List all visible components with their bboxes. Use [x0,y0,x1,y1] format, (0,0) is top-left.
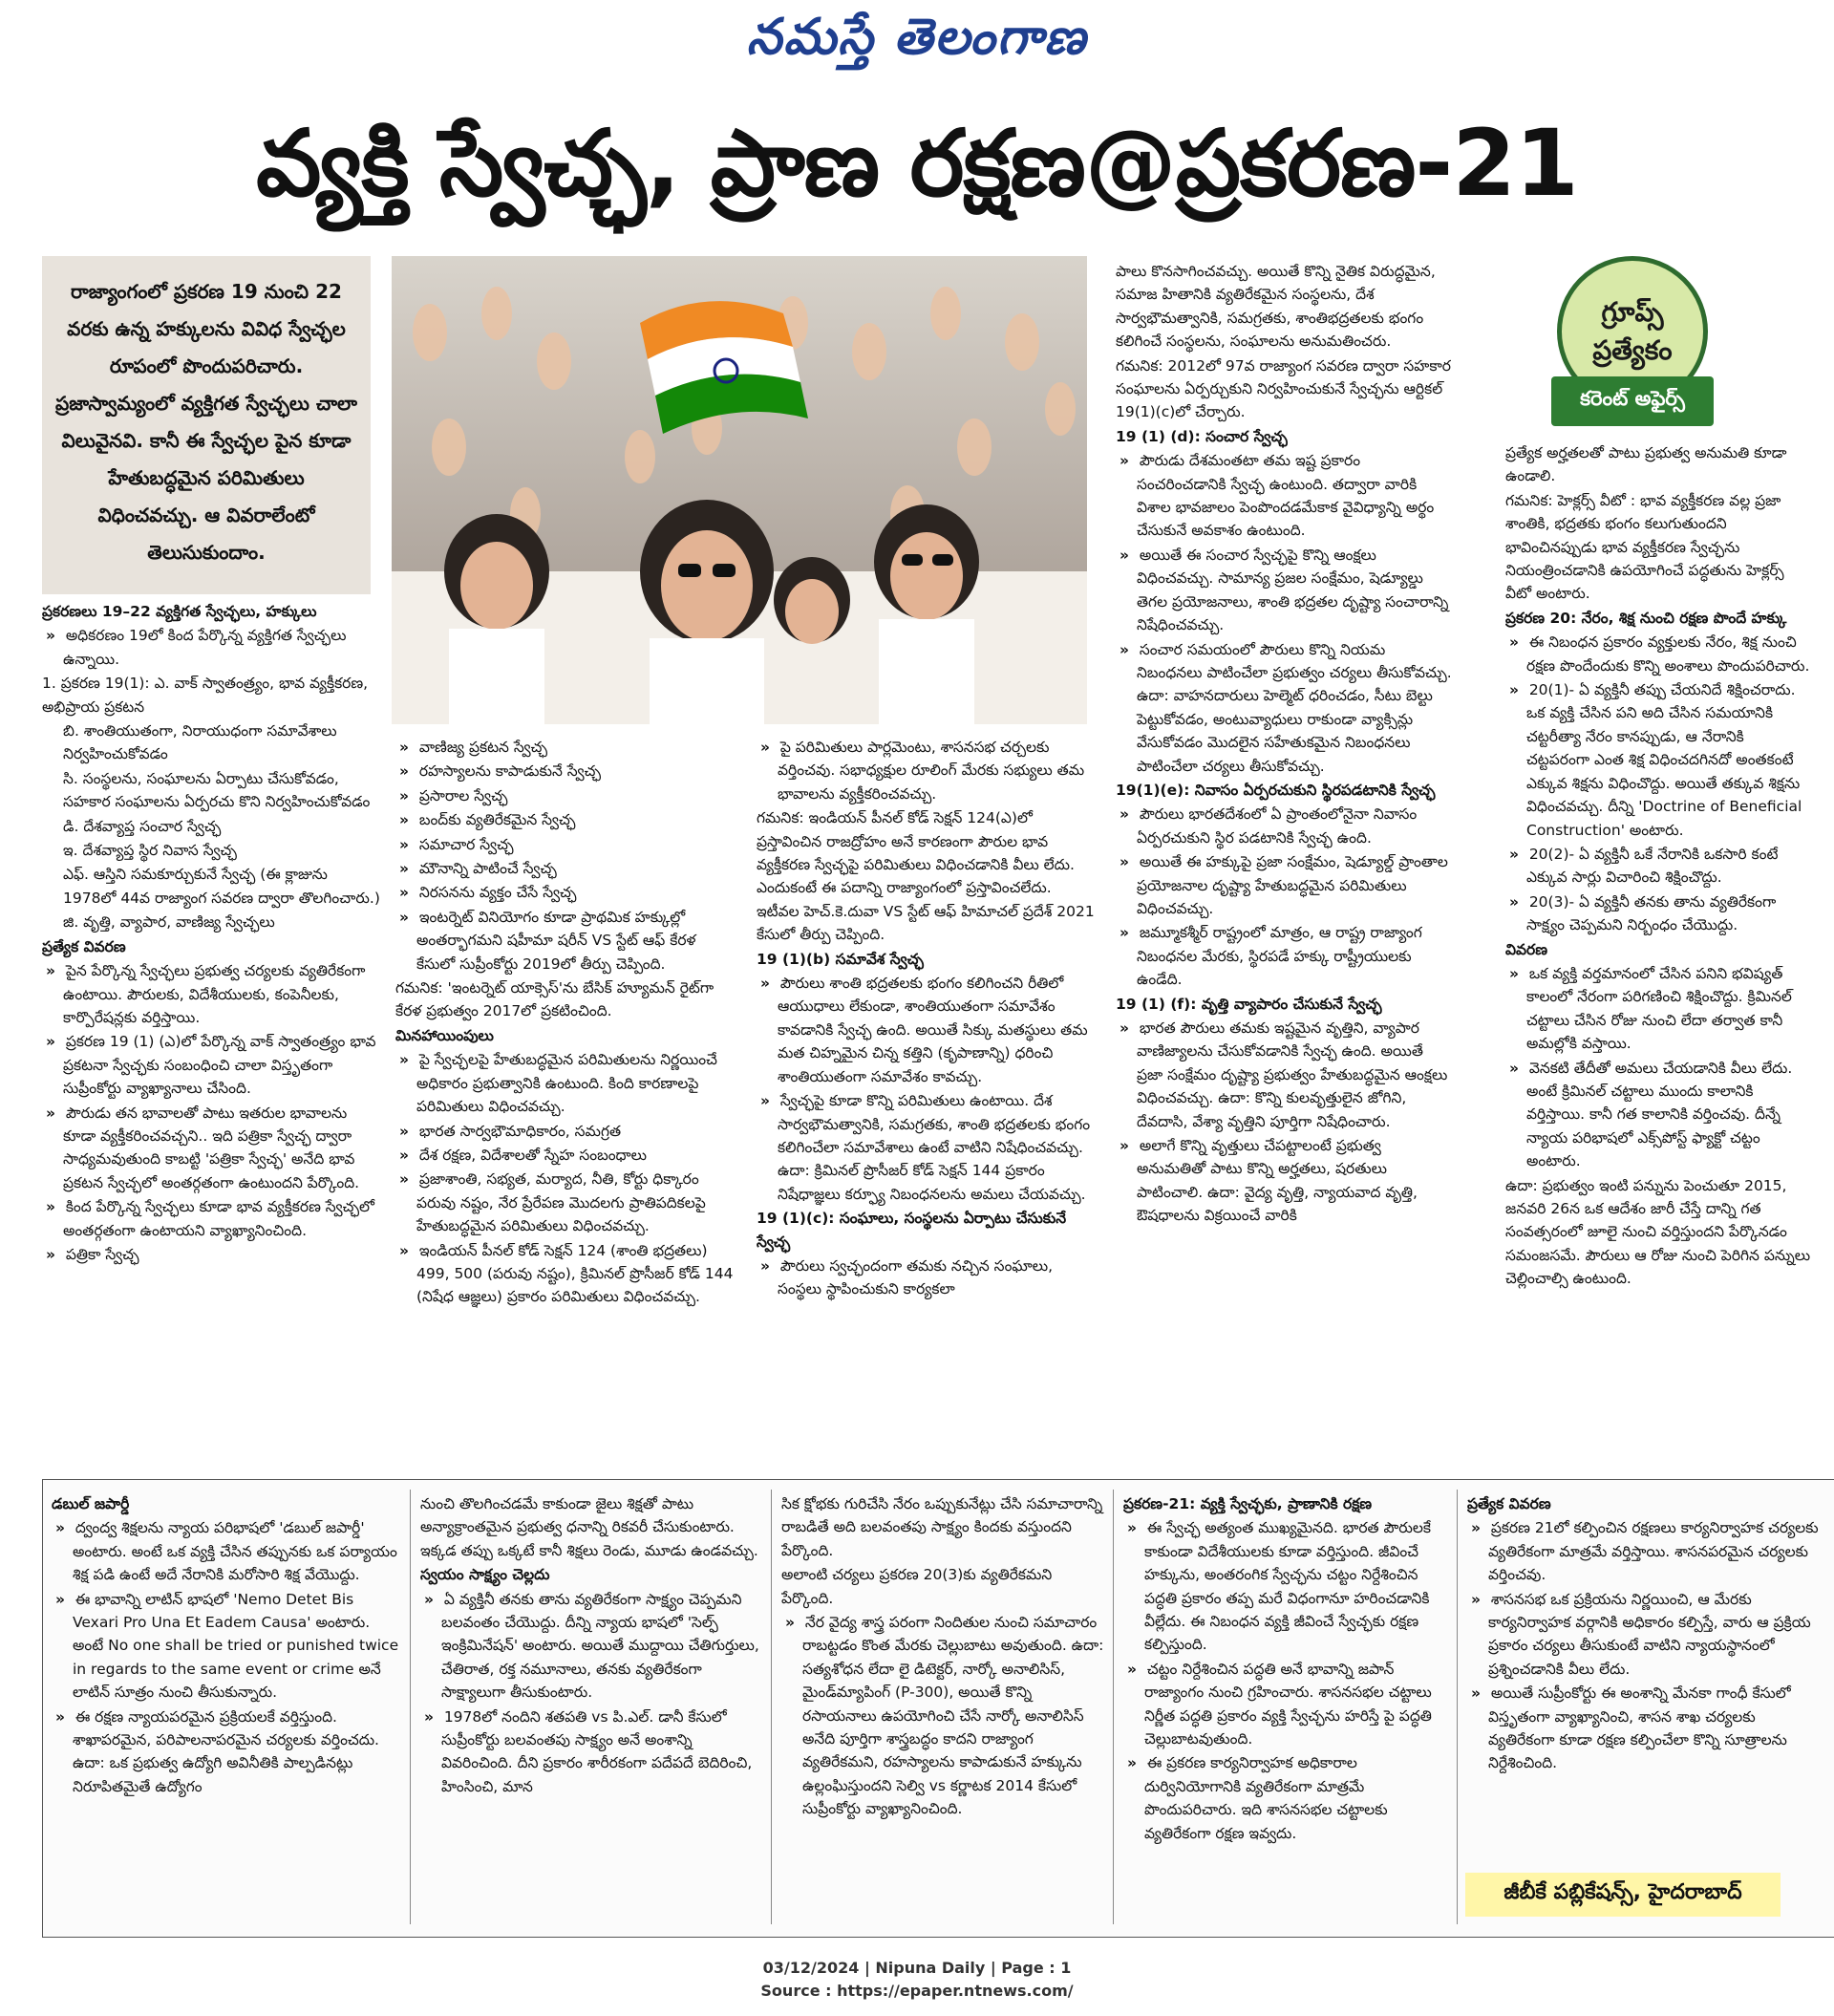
section-heading: ప్రత్యేక వివరణ [42,937,126,955]
bullet-item: » భారత పౌరులు తమకు ఇష్టమైన వృత్తిని, వ్యాపార వాణిజ్యాలను చేసుకోవడానికి స్వేచ్ఛ ఉంది. అయితే ప్రజా సంక్షేమం దృష్ట్యా ప్రభుత్వం హేతుబద్ధమైన ఆంక్షలు విధించవచ్చు. ఉదా: కొన్ని కులవృత్తులైన జోగిని, దేవదాసి, వేశ్యా వృత్తిని పూర్తిగా నిషేధించారు. [1116,1017,1452,1133]
paragraph: ప్రత్యేక అర్హతలతో పాటు ప్రభుత్వ అనుమతి కూడా ఉండాలి. [1505,444,1787,485]
divider [410,1490,411,1924]
bullet-item: » పౌరుడు దేశమంతటా తమ ఇష్ట ప్రకారం సంచరించడానికి స్వేచ్ఛ ఉంటుంది. తద్వారా వారికి విశాల భావజాలం పెంపొందడమేకాక వైవిధ్యాన్ని అర్థం చేసుకునే అవకాశం ఉంటుంది. [1116,449,1452,543]
section-heading: ప్రత్యేక వివరణ [1467,1495,1551,1512]
bullet-item: » జమ్మూకశ్మీర్ రాష్ట్రంలో మాత్రం, ఆ రాష్ట్ర రాజ్యాంగ నిబంధనల మేరకు, స్థిరపడే హక్కు రాష్ట్రీయులకు ఉండేది. [1116,921,1452,991]
bullet-item: » 1978లో నందిని శతపతి vs పి.ఎల్. డానీ కేసులో సుప్రీంకోర్టు బలవంతపు సాక్ష్యం అనే అంశాన్ని వివరించింది. దీని ప్రకారం శారీరకంగా పదేపదే బెదిరించి, హింసించి, మాన [420,1705,762,1799]
footer [0,1957,1834,2003]
section-heading: ప్రకరణ 20: నేరం, శిక్ష నుంచి రక్షణ పొందే హక్కు [1505,609,1787,627]
bullet-item: » కింద పేర్కొన్న స్వేచ్ఛలు కూడా భావ వ్యక్తీకరణ స్వేచ్ఛలో అంతర్గతంగా ఉంటాయని వ్యాఖ్యానించింది. [42,1195,382,1242]
bullet-item: » ప్రసారాల స్వేచ్ఛ [395,784,737,807]
badge-tag: కరెంట్ అఫైర్స్ [1551,376,1714,426]
bullet-item: » 20(2)- ఏ వ్యక్తినీ ఒకే నేరానికి ఒకసారి కంటే ఎక్కువ సార్లు విచారించి శిక్షించొద్దు. [1505,843,1811,890]
crowd-photo [392,256,1087,724]
bullet-item: » చట్టం నిర్దేశించిన పద్ధతి అనే భావాన్ని జపాన్ రాజ్యాంగం నుంచి గ్రహించారు. శాసనసభల చట్టాలు నిర్ణీత పద్ధతి ప్రకారం వ్యక్తి స్వేచ్ఛను హరిస్తే పై పద్ధతి చెల్లుబాటవుతుంది. [1123,1658,1454,1751]
masthead-logo: నమస్తే తెలంగాణ [746,8,1088,66]
column-1 [42,600,382,1469]
bullet-item: » ఇంటర్నెట్ వినియోగం కూడా ప్రాథమిక హక్కుల్లో అంతర్భాగమని షహీమా షరీన్ VS స్టేట్ ఆఫ్ కేరళ కేసులో సుప్రీంకోర్టు 2019లో తీర్పు చెప్పింది. [395,906,737,976]
bullet-item: » 20(1)- ఏ వ్యక్తినీ తప్పు చేయనిదే శిక్షించరాదు. ఒక వ్యక్తి చేసిన పని అది చేసిన సమయానికి చట్టరీత్యా నేరం కానప్పుడు, ఆ నేరానికి చట్టపరంగా ఎంత శిక్ష విధించదగినదో అంతకంటే ఎక్కువ శిక్షను విధించొద్దు. అయితే తక్కువ శిక్షను విధించవచ్చు. దీన్ని 'Doctrine of Beneficial Construction' అంటారు. [1505,678,1811,842]
paragraph: సి. సంస్థలను, సంఘాలను ఏర్పాటు చేసుకోవడం, సహకార సంఘాలను ఏర్పరచు కొని నిర్వహించుకోవడం [63,769,371,811]
bullet-item: » శాసనసభ ఒక ప్రక్రియను నిర్ణయించి, ఆ మేరకు కార్యనిర్వాహక వర్గానికి అధికారం కల్పిస్తే, వారు ఆ ప్రక్రియ ప్రకారం చర్యలు తీసుకుంటే వాటిని న్యాయస్థానంలో ప్రశ్నించడానికి వీలు లేదు. [1467,1588,1821,1682]
paragraph: అలాంటి చర్యలు ప్రకరణ 20(3)కు వ్యతిరేకమని పేర్కొంది. [781,1566,1053,1607]
bullet-item: » ఈ నిబంధన ప్రకారం వ్యక్తులకు నేరం, శిక్ష నుంచి రక్షణ పొందేందుకు కొన్ని అంశాలు పొందుపరిచారు. [1505,631,1811,677]
paragraph: ఎఫ్. ఆస్తిని సమకూర్చుకునే స్వేచ్ఛ (ఈ క్లాజును 1978లో 44వ రాజ్యాంగ సవరణ ద్వారా తొలగించారు.) [63,866,380,907]
badge-line2: ప్రత్యేకం [1592,334,1673,366]
bullet-item: » దేశ రక్షణ, విదేశాలతో స్నేహ సంబంధాలు [395,1144,737,1167]
section-heading: 19(1)(e): నివాసం ఏర్పరచుకుని స్థిరపడటానికి స్వేచ్ఛ [1116,781,1436,799]
bullet-item: » అలాగే కొన్ని వృత్తులు చేపట్టాలంటే ప్రభుత్వ అనుమతితో పాటు కొన్ని అర్హతలు, షరతులు పాటించాలి. ఉదా: వైద్య వృత్తి, న్యాయవాద వృత్తి, ఔషధాలను విక్రయించే వారికి [1116,1134,1452,1228]
lower-column-3 [781,1492,1104,1932]
paragraph: బి. శాంతియుతంగా, నిరాయుధంగా సమావేశాలు నిర్వహించుకోవడం [63,722,337,763]
bullet-item: » బంద్‌కు వ్యతిరేకమైన స్వేచ్ఛ [395,808,737,831]
bullet-item: » పౌరులు స్వచ్ఛందంగా తమకు నచ్చిన సంఘాలు, సంస్థలు స్థాపించుకుని కార్యకలా [757,1255,1098,1301]
headline: వ్యక్తి స్వేచ్ఛ, ప్రాణ రక్షణ@ప్రకరణ-21 [256,110,1578,217]
lower-column-4 [1123,1492,1454,1932]
bullet-item: » ఇండియన్ పీనల్ కోడ్ సెక్షన్ 124 (శాంతి భద్రతలు) 499, 500 (పరువు నష్టం), క్రిమినల్ ప్రొసీజర్ కోడ్ 144 (నిషేధ ఆజ్ఞలు) ప్రకారం పరిమితులు విధించవచ్చు. [395,1239,737,1309]
column-4 [1116,260,1452,1473]
section-heading: 19 (1)(b) సమావేశ స్వేచ్ఛ [757,950,924,968]
bullet-item: » ఒక వ్యక్తి వర్తమానంలో చేసిన పనిని భవిష్యత్ కాలంలో నేరంగా పరిగణించి శిక్షించొద్దు. క్రిమినల్ చట్టాలు చేసిన రోజు నుంచి లేదా తర్వాత కానీ అమల్లోకి వస్తాయి. [1505,962,1811,1056]
bullet-item: » నేర వైద్య శాస్త్ర పరంగా నిందితుల నుంచి సమాచారం రాబట్టడం కొంత మేరకు చెల్లుబాటు అవుతుంది. ఉదా: సత్యశోధన లేదా లై డిటెక్టర్, నార్కో అనాలిసిస్, మైండ్‌మ్యాపింగ్ (P-300), అయితే కొన్ని రసాయనాలు ఉపయోగించి చేసే నార్కో అనాలిసిస్ అనేది పూర్తిగా శాస్త్రబద్ధం కాదని రాజ్యాంగ వ్యతిరేకమని, రహస్యాలను కాపాడుకునే హక్కును ఉల్లంఘిస్తుందని సెల్వి vs కర్ణాటక 2014 కేసులో సుప్రీంకోర్టు వ్యాఖ్యానించింది. [781,1611,1104,1821]
section-heading: 19 (1) (d): సంచార స్వేచ్ఛ [1116,427,1288,445]
footer-date-line: 03/12/2024 | Nipuna Daily | Page : 1 [762,1959,1072,1977]
bullet-item: » రహస్యాలను కాపాడుకునే స్వేచ్ఛ [395,760,737,783]
lower-column-5 [1467,1492,1821,1867]
groups-special-badge [1551,256,1714,430]
divider [1457,1490,1458,1924]
bullet-item: » ద్వంద్వ శిక్షలను న్యాయ పరిభాషలో 'డబుల్ జపార్డీ' అంటారు. అంటే ఒక వ్యక్తి చేసిన తప్పునకు ఒక పర్యాయం శిక్ష పడి ఉంటే అదే నేరానికి మరోసారి శిక్ష వేయొద్దు. [52,1516,401,1586]
lower-column-2 [420,1492,762,1932]
divider [771,1490,772,1924]
paragraph: పాలు కొనసాగించవచ్చు. అయితే కొన్ని నైతిక విరుద్ధమైన, సమాజ హితానికి వ్యతిరేకమైన సంస్థలను, దేశ సార్వభౌమత్వానికి, సమగ్రతకు, శాంతిభద్రతలకు భంగం కలిగించే సంస్థలను, సంఘాలను అనుమతించరు. [1116,263,1436,351]
bullet-item: » ఏ వ్యక్తినీ తనకు తాను వ్యతిరేకంగా సాక్ష్యం చెప్పమని బలవంతం చేయొద్దు. దీన్ని న్యాయ భాషలో 'సెల్ఫ్ ఇంక్రిమినేషన్' అంటారు. అయితే ముద్దాయి చేతిగుర్తులు, చేతిరాత, రక్త నమూనాలు, తనకు వ్యతిరేకంగా సాక్ష్యాలుగా తీసుకుంటారు. [420,1588,762,1705]
bullet-item: » నిరసనను వ్యక్తం చేసే స్వేచ్ఛ [395,881,737,904]
section-heading: వివరణ [1505,940,1548,958]
bullet-item: » పౌరులు భారతదేశంలో ఏ ప్రాంతంలోనైనా నివాసం ఏర్పరచుకుని స్థిర పడటానికి స్వేచ్ఛ ఉంది. [1116,803,1452,849]
bullet-item: » పౌరులు శాంతి భద్రతలకు భంగం కలిగించని రీతిలో ఆయుధాలు లేకుండా, శాంతియుతంగా సమావేశం కావడానికి స్వేచ్ఛ ఉంది. అయితే సిక్కు మతస్థులు తమ మత చిహ్నమైన చిన్న కత్తిని (కృపాణాన్ని) ధరించి శాంతియుతంగా సమావేశం కావచ్చు. [757,972,1098,1088]
paragraph: గమనిక: హెక్లర్స్ వీటో : భావ వ్యక్తీకరణ వల్ల ప్రజా శాంతికి, భద్రతకు భంగం కలుగుతుందని భావించినప్పుడు భావ వ్యక్తీకరణ స్వేచ్ఛను నియంత్రించడానికి ఉపయోగించే పద్ధతును హెక్లర్స్ వీటో అంటారు. [1505,491,1784,603]
column-5 [1505,441,1811,1473]
crowd-photo-image [392,256,1087,724]
badge-line1: గ్రూప్స్ [1601,296,1664,328]
bullet-item: » ఈ ప్రకరణ కార్యనిర్వాహక అధికారాల దుర్వినియోగానికి వ్యతిరేకంగా మాత్రమే పొందుపరిచారు. ఇది శాసనసభల చట్టాలకు వ్యతిరేకంగా రక్షణ ఇవ్వదు. [1123,1751,1454,1845]
column-3 [757,736,1098,1471]
bullet-item: » మౌనాన్ని పాటించే స్వేచ్ఛ [395,857,737,880]
section-heading: ప్రకరణ-21: వ్యక్తి స్వేచ్ఛకు, ప్రాణానికి రక్షణ [1123,1495,1373,1512]
section-heading: 19 (1) (f): వృత్తి వ్యాపారం చేసుకునే స్వేచ్ఛ [1116,995,1382,1013]
paragraph: గమనిక: 2012లో 97వ రాజ్యాంగ సవరణ ద్వారా సహకార సంఘాలను ఏర్పర్చుకుని నిర్వహించుకునే స్వేచ్ఛను ఆర్టికల్ 19(1)(c)లో చేర్చారు. [1116,356,1451,421]
bullet-item: » సమాచార స్వేచ్ఛ [395,833,737,856]
publisher-signature: జీబీకే పబ్లికేషన్స్, హైదరాబాద్ [1465,1873,1781,1917]
intro-box: రాజ్యాంగంలో ప్రకరణ 19 నుంచి 22 వరకు ఉన్న హక్కులను వివిధ స్వేచ్ఛల రూపంలో పొందుపరిచారు. ప్రజాస్వామ్యంలో వ్యక్తిగత స్వేచ్ఛలు చాలా విలువైనవి. కానీ ఈ స్వేచ్ఛల పైన కూడా హేతుబద్ధమైన పరిమితులు విధించవచ్చు. ఆ వివరాలేంటో తెలుసుకుందాం. [42,256,371,594]
bullet-item: » ఈ స్వేచ్ఛ అత్యంత ముఖ్యమైనది. భారత పౌరులకే కాకుండా విదేశీయులకు కూడా వర్తిస్తుంది. జీవించే హక్కును, అంతరంగిక స్వేచ్ఛను చట్టం నిర్దేశించిన పద్ధతి ప్రకారం తప్ప మరే విధంగానూ హరించడానికి వీల్లేదు. ఈ నిబంధన వ్యక్తి జీవించే స్వేచ్ఛకు రక్షణ కల్పిస్తుంది. [1123,1516,1454,1656]
paragraph: డి. దేశవ్యాప్త సంచార స్వేచ్ఛ [63,817,222,835]
bullet-item: » పత్రికా స్వేచ్ఛ [42,1243,382,1266]
bullet-item: » ప్రకరణ 21లో కల్పించిన రక్షణలు కార్యనిర్వాహక చర్యలకు వ్యతిరేకంగా మాత్రమే వర్తిస్తాయి. శాసనపరమైన చర్యలకు వర్తించవు. [1467,1516,1821,1586]
section-heading: ప్రకరణలు 19–22 వ్యక్తిగత స్వేచ్ఛలు, హక్కులు [42,603,317,620]
column-2 [395,736,737,1471]
divider [1113,1490,1114,1924]
bullet-item: » పౌరుడు తన భావాలతో పాటు ఇతరుల భావాలను కూడా వ్యక్తీకరించవచ్చని.. ఇది పత్రికా స్వేచ్ఛ ద్వారా సాధ్యమవుతుంది కాబట్టి 'పత్రికా స్వేచ్ఛ' అనేది భావ ప్రకటన స్వేచ్ఛలో అంతర్గతంగా ఉంటుందని పేర్కొంది. [42,1102,382,1195]
bullet-item: » ఈ రక్షణ న్యాయపరమైన ప్రక్రియలకే వర్తిస్తుంది. శాఖాపరమైన, పరిపాలనాపరమైన చర్యలకు వర్తించదు. ఉదా: ఒక ప్రభుత్వ ఉద్యోగి అవినీతికి పాల్పడినట్లు నిరూపితమైతే ఉద్యోగం [52,1705,401,1799]
section-heading: స్వయం సాక్ష్యం చెల్లదు [420,1566,550,1584]
bullet-item: » పై పరిమితులు పార్లమెంటు, శాసనసభ చర్చలకు వర్తించవు. సభాధ్యక్షుల రూలింగ్ మేరకు సభ్యులు తమ భావాలను వ్యక్తీకరించవచ్చు. [757,736,1098,805]
bullet-item: » ఈ భావాన్ని లాటిన్ భాషలో 'Nemo Detet Bis Vexari Pro Una Et Eadem Causa' అంటారు. అంటే No one shall be tried or punished twice in regards to the same event or crime అనే లాటిన్ సూత్రం నుంచి తీసుకున్నారు. [52,1588,401,1705]
paragraph: జి. వృత్తి, వ్యాపార, వాణిజ్య స్వేచ్ఛలు [63,913,275,932]
paragraph: ఉదా: ప్రభుత్వం ఇంటి పన్నును పెంచుతూ 2015, జనవరి 26న ఒక ఆదేశం జారీ చేస్తే దాన్ని గత సంవత్సరంలో జూలై నుంచి వర్తిస్తుందని పేర్కొనడం సమంజసమే. పౌరులు ఆ రోజు నుంచి పెరిగిన పన్నులు చెల్లించాల్సి ఉంటుంది. [1505,1176,1811,1288]
bullet-item: » అయితే సుప్రీంకోర్టు ఈ అంశాన్ని మేనకా గాంధీ కేసులో విస్తృతంగా వ్యాఖ్యానించి, శాసన శాఖ చర్యలకు వ్యతిరేకంగా కూడా రక్షణ కల్పించేలా కొన్ని సూత్రాలను నిర్దేశించింది. [1467,1682,1821,1775]
bullet-item: » ప్రకరణ 19 (1) (ఎ)లో పేర్కొన్న వాక్ స్వాతంత్ర్యం భావ ప్రకటనా స్వేచ్ఛకు సంబంధించి చాలా విస్తృతంగా సుప్రీంకోర్టు వ్యాఖ్యానాలు చేసింది. [42,1030,382,1100]
footer-source-line: Source : https://epaper.ntnews.com/ [760,1982,1074,2000]
bullet-item: » ప్రజాశాంతి, సభ్యత, మర్యాద, నీతి, కోర్టు ధిక్కారం పరువు నష్టం, నేర ప్రేరేపణ మొదలగు ప్రాతిపదికలపై హేతుబద్ధమైన పరిమితులు విధించవచ్చు. [395,1168,737,1237]
paragraph: గమనిక: 'ఇంటర్నెట్ యాక్సెస్'ను బేసిక్ హ్యూమన్ రైట్‌గా కేరళ ప్రభుత్వం 2017లో ప్రకటించింది. [395,979,714,1020]
bullet-item: » పైన పేర్కొన్న స్వేచ్ఛలు ప్రభుత్వ చర్యలకు వ్యతిరేకంగా ఉంటాయి. పౌరులకు, విదేశీయులకు, కంపెనీలకు, కార్పొరేషన్లకు వర్తిస్తాయి. [42,959,382,1029]
bullet-item: » సంచార సమయంలో పౌరులు కొన్ని నియమ నిబంధనలు పాటించేలా ప్రభుత్వం చర్యలు తీసుకోవచ్చు. ఉదా: వాహనదారులు హెల్మెట్ ధరించడం, సీటు బెల్టు పెట్టుకోవడం, అంటువ్యాధులు రాకుండా వ్యాక్సిన్లు వేసుకోవడం మొదలైన సహేతుకమైన నిబంధనలు పాటించేలా చర్యలు తీసుకోవచ్చు. [1116,638,1452,778]
bullet-item: » అధికరణం 19లో కింద పేర్కొన్న వ్యక్తిగత స్వేచ్ఛలు ఉన్నాయి. [42,624,382,671]
section-heading: మినహాయింపులు [395,1026,494,1044]
bullet-item: » వాణిజ్య ప్రకటన స్వేచ్ఛ [395,736,737,759]
lower-column-1 [52,1492,401,1932]
bullet-item: » వెనకటి తేదీతో అమలు చేయడానికి వీలు లేదు. అంటే క్రిమినల్ చట్టాలు ముందు కాలానికి వర్తిస్తాయి. కానీ గత కాలానికి వర్తించవు. దీన్నే న్యాయ పరిభాషలో ఎక్స్‌పోస్ట్ ఫ్యాక్టో చట్టం అంటారు. [1505,1057,1811,1173]
bullet-item: » అయితే ఈ సంచార స్వేచ్ఛపై కొన్ని ఆంక్షలు విధించవచ్చు. సామాన్య ప్రజల సంక్షేమం, షెడ్యూల్డు తెగల ప్రయోజనాలు, శాంతి భద్రతల దృష్ట్యా సంచారాన్ని నిషేధించవచ్చు. [1116,544,1452,637]
section-heading: 19 (1)(c): సంఘాలు, సంస్థలను ఏర్పాటు చేసుకునే స్వేచ్ఛ [757,1210,1067,1251]
paragraph: 1. ప్రకరణ 19(1): ఎ. వాక్ స్వాతంత్ర్యం, భావ వ్యక్తీకరణ, అభిప్రాయ ప్రకటన [42,675,369,716]
bullet-item: » పై స్వేచ్ఛలపై హేతుబద్ధమైన పరిమితులను నిర్ణయించే అధికారం ప్రభుత్వానికి ఉంటుంది. కింది కారణాలపై పరిమితులు విధించవచ్చు. [395,1048,737,1118]
paragraph: గమనిక: ఇండియన్ పీనల్ కోడ్ సెక్షన్ 124(ఎ)లో ప్రస్తావించిన రాజద్రోహం అనే కారణంగా పౌరుల భావ వ్యక్తీకరణ స్వేచ్ఛపై పరిమితులు విధించడానికి వీలు లేదు. ఎందుకంటే ఈ పదాన్ని రాజ్యాంగంలో ప్రస్తావించలేదు. ఇటీవల హెచ్.కె.దువా VS స్టేట్ ఆఫ్ హిమాచల్ ప్రదేశ్ 2021 కేసులో తీర్పు చెప్పింది. [757,809,1095,944]
paragraph: సిక క్షోభకు గురిచేసి నేరం ఒప్పుకునేట్లు చేసి సమాచారాన్ని రాబడితే అది బలవంతపు సాక్ష్యం కిందకు వస్తుందని పేర్కొంది. [781,1495,1103,1559]
bullet-item: » 20(3)- ఏ వ్యక్తినీ తనకు తాను వ్యతిరేకంగా సాక్ష్యం చెప్పమని నిర్బంధం చేయొద్దు. [1505,890,1811,937]
section-heading: డబుల్ జపార్డీ [52,1495,130,1512]
bullet-item: » అయితే ఈ హక్కుపై ప్రజా సంక్షేమం, షెడ్యూల్డ్ ప్రాంతాల ప్రయోజనాల దృష్ట్యా హేతుబద్ధమైన పరిమితులు విధించవచ్చు. [1116,850,1452,920]
bullet-item: » స్వేచ్ఛపై కూడా కొన్ని పరిమితులు ఉంటాయి. దేశ సార్వభౌమత్వానికి, సమగ్రతకు, శాంతి భద్రతలకు భంగం కలిగించేలా సమావేశాలు ఉంటే వాటిని నిషేధించవచ్చు. ఉదా: క్రిమినల్ ప్రొసీజర్ కోడ్ సెక్షన్ 144 ప్రకారం నిషేధాజ్ఞలు కర్ఫ్యూ నిబంధనలను అమలు చేయవచ్చు. [757,1089,1098,1206]
bullet-item: » భారత సార్వభౌమాధికారం, సమగ్రత [395,1120,737,1143]
paragraph: ఇ. దేశవ్యాప్త స్థిర నివాస స్వేచ్ఛ [63,842,237,860]
paragraph: నుంచి తొలగించడమే కాకుండా జైలు శిక్షతో పాటు అన్యాక్రాంతమైన ప్రభుత్వ ధనాన్ని రికవరీ చేసుకుంటారు. ఇక్కడ తప్పు ఒక్కటే కానీ శిక్షలు రెండు, మూడు ఉండవచ్చు. [420,1495,758,1559]
